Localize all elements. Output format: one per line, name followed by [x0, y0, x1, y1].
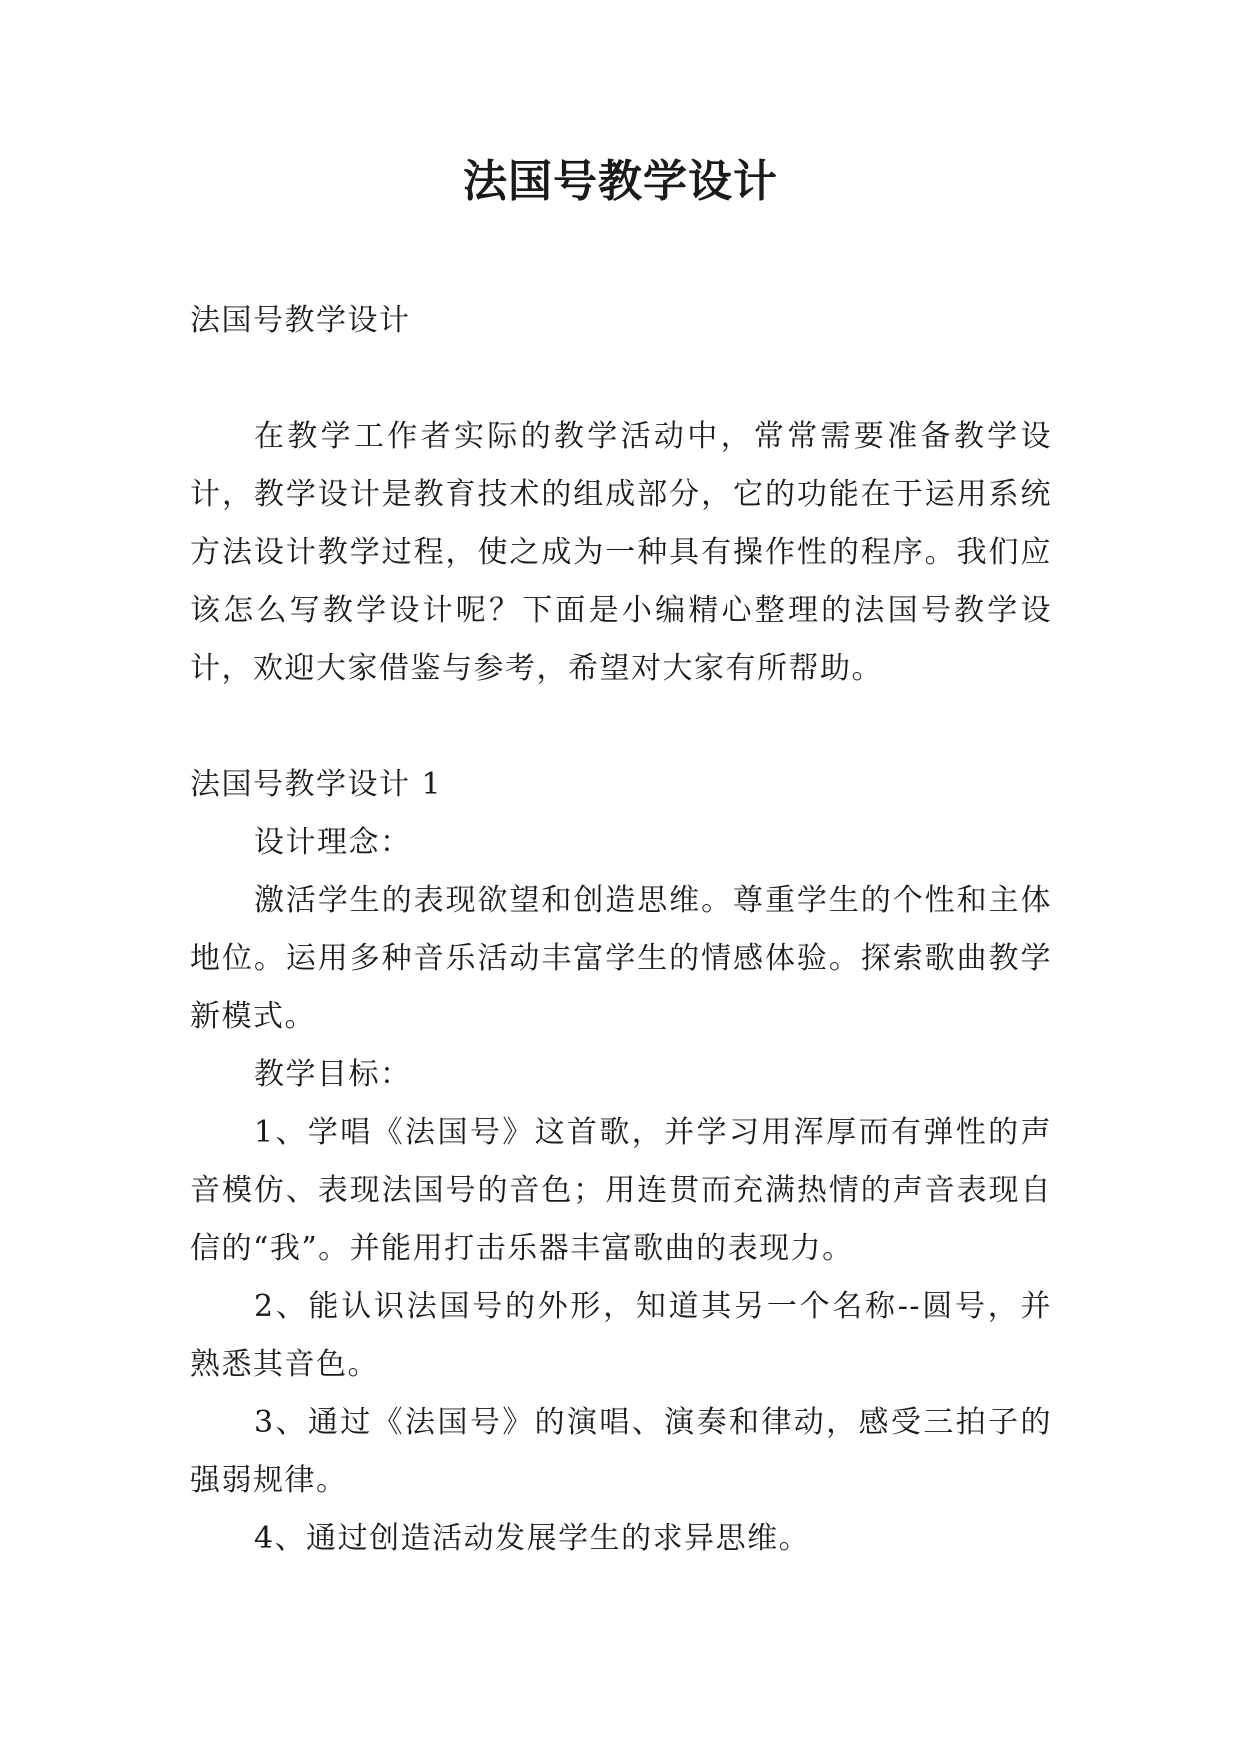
teaching-goals-label: 教学目标：: [254, 1057, 412, 1092]
intro-paragraph: 在教学工作者实际的教学活动中，常常需要准备教学设计，教学设计是教育技术的组成部分，它的功能在于运用系统方法设计教学过程，使之成为一种具有操作性的程序。我们应该怎么写教学设计呢？下面是小编精心整理的法国号教学设计，欢迎大家借鉴与参考，希望对大家有所帮助。: [190, 419, 1052, 686]
design-concept-paragraph: 激活学生的表现欲望和创造思维。尊重学生的个性和主体地位。运用多种音乐活动丰富学生的情感体验。探索歌曲教学新模式。: [190, 883, 1052, 1034]
goal-item-4: 4、通过创造活动发展学生的求异思维。: [254, 1521, 811, 1556]
document-title: 法国号教学设计: [463, 156, 778, 207]
section-heading: 法国号教学设计 1: [190, 767, 443, 802]
subtitle-line: 法国号教学设计: [190, 303, 411, 338]
design-concept-label: 设计理念：: [254, 825, 412, 860]
goal-item-1: 1、学唱《法国号》这首歌，并学习用浑厚而有弹性的声音模仿、表现法国号的音色；用连贯而充满热情的声音表现自信的“我”。并能用打击乐器丰富歌曲的表现力。: [190, 1115, 1052, 1266]
goal-item-2: 2、能认识法国号的外形，知道其另一个名称--圆号，并熟悉其音色。: [190, 1289, 1052, 1382]
document-body: [190, 292, 1052, 1568]
goal-item-3: 3、通过《法国号》的演唱、演奏和律动，感受三拍子的强弱规律。: [190, 1405, 1052, 1498]
